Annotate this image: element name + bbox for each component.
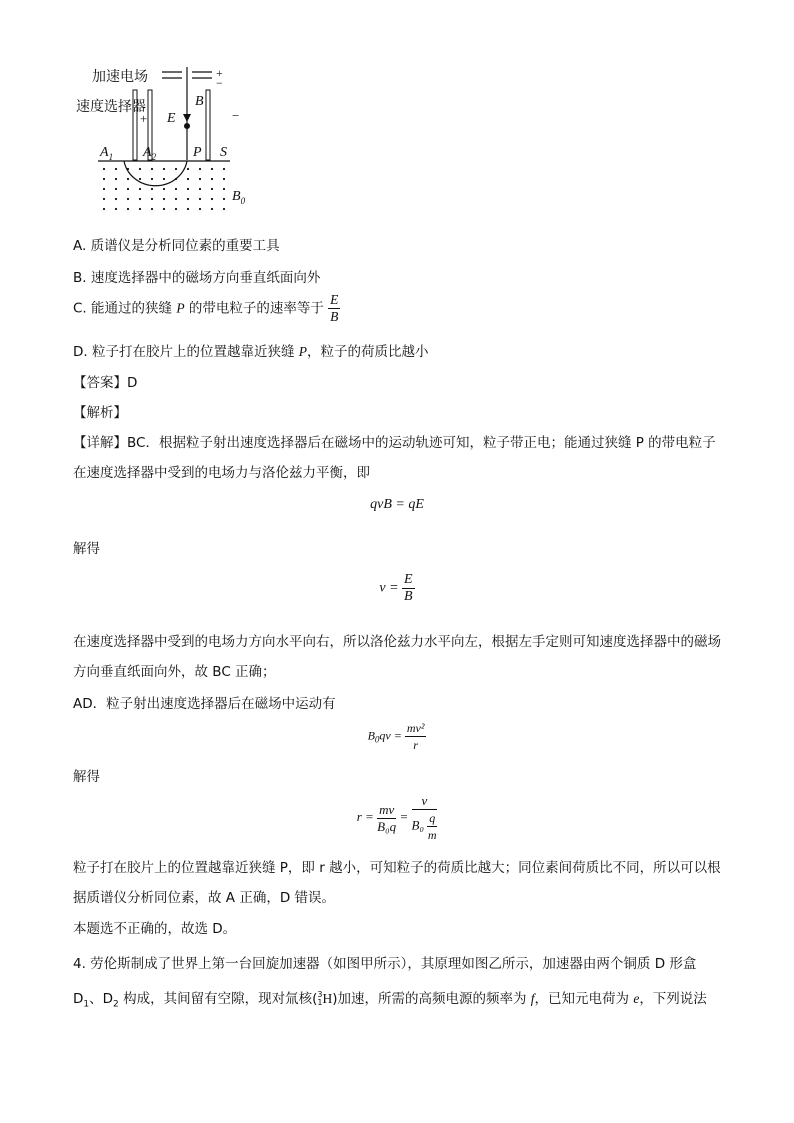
equation-velocity: v = $\frac{E}{B}$ [379, 572, 413, 604]
analysis-label: 【解析】 [73, 405, 127, 421]
label-minus-top: − [216, 76, 223, 90]
option-d: D. 粒子打在胶片上的位置越靠近狭缝 P，粒子的荷质比越小 [73, 344, 429, 360]
label-A2: $A_2$ [143, 145, 157, 162]
label-P: P [193, 145, 202, 160]
detail-conclusion: 本题选不正确的，故选 D。 [73, 921, 237, 937]
solve-label-2: 解得 [73, 769, 100, 785]
answer-value: D [127, 375, 138, 391]
detail-paragraph-4: 粒子打在胶片上的位置越靠近狭缝 P，即 r 越小，可知粒子的荷质比越大；同位素间荷质比不同，所以可以根据质谱仪分析同位素，故 A 正确，D 错误。 [73, 860, 721, 906]
label-minus-right: − [232, 108, 240, 123]
label-A1: $A_1$ [100, 145, 114, 162]
label-B: B [195, 94, 204, 109]
label-plus-top: + [216, 66, 223, 80]
detail-paragraph-1: 【详解】BC．根据粒子射出速度选择器后在磁场中的运动轨迹可知，粒子带正电；能通过狭缝 P 的带电粒子在速度选择器中受到的电场力与洛伦兹力平衡，即 [73, 435, 716, 481]
solve-label-1: 解得 [73, 541, 100, 557]
label-velocity-selector: 速度选择器 [76, 99, 146, 115]
equation-radius: r = $\frac{mv}{\text{B₀q}}$ = v B₀ $\frac{q}{m}$ [356, 793, 437, 842]
option-c-fraction: $\frac{E}{B}$ [330, 292, 339, 324]
detail-paragraph-3: AD．粒子射出速度选择器后在磁场中运动有 [73, 696, 336, 712]
option-a: A. 质谱仪是分析同位素的重要工具 [73, 238, 280, 254]
equation-circular-motion: $B_0qv$ = $\frac{\text{mv²}}{r}$ [367, 721, 425, 752]
label-plus-left: + [140, 111, 148, 126]
option-c: C. 能通过的狭缝 P 的带电粒子的速率等于 $\frac{E}{B}$ [73, 292, 339, 324]
label-B0: $B_0$ [232, 189, 246, 206]
detail-paragraph-2: 在速度选择器中受到的电场力方向水平向右，所以洛伦兹力水平向左，根据左手定则可知速度选择器中的磁场方向垂直纸面向外，故 BC 正确； [73, 634, 721, 680]
label-S: S [220, 145, 227, 160]
question-4-line-2: $D_1$、$D_2$ 构成，其间留有空隙，现对氚核( 3 1 H)加速，所需的高频电源的频率为 f，已知元电荷为 e，下列说法 [73, 990, 707, 1010]
label-accelerating-field: 加速电场 [92, 69, 148, 85]
option-b: B. 速度选择器中的磁场方向垂直纸面向外 [73, 270, 321, 286]
equation-force-balance: qvB = qE [370, 497, 424, 512]
label-E: E [167, 111, 176, 126]
answer-line [73, 371, 137, 391]
question-4-line-1: 4. 劳伦斯制成了世界上第一台回旋加速器（如图甲所示），其原理如图乙所示，加速器由两个铜质 D 形盒 [73, 956, 697, 972]
answer-label: 【答案】 [73, 375, 127, 391]
